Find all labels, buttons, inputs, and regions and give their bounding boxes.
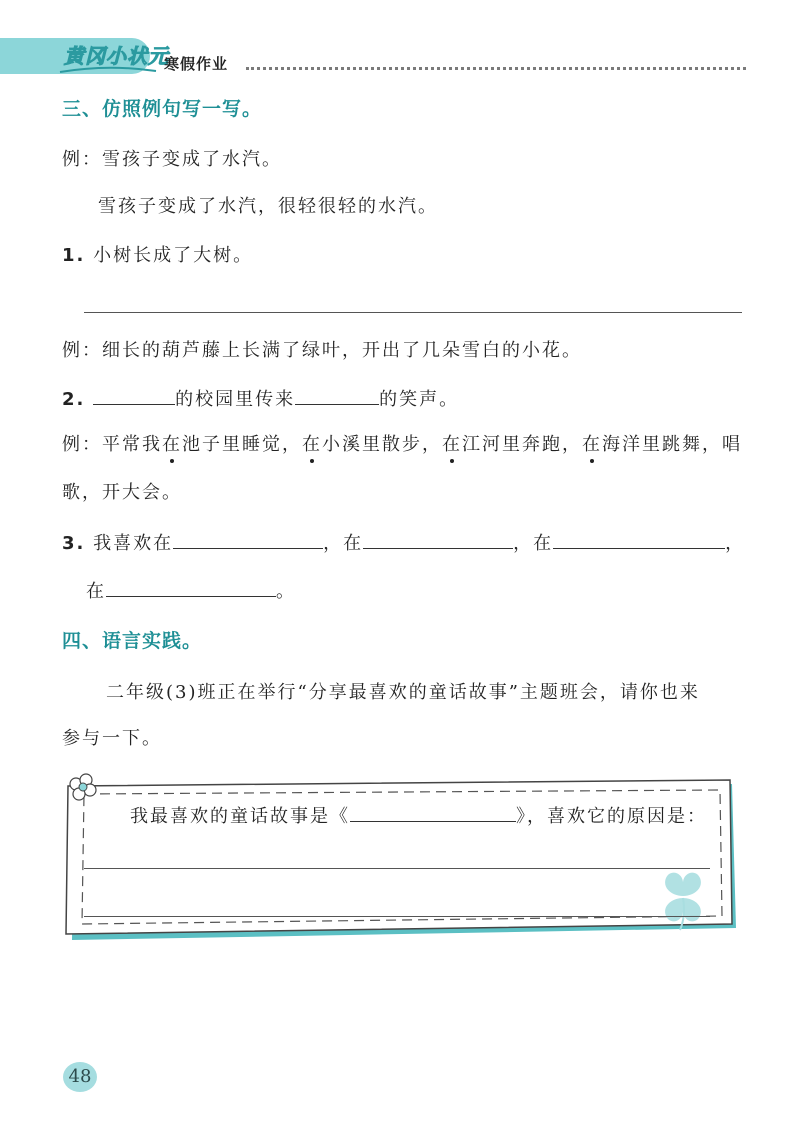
question-1: [62, 245, 253, 267]
practice-intro-line-2: 参与一下。: [62, 728, 162, 749]
prompt-text: 》，喜欢它的原因是：: [516, 806, 707, 827]
example-text: 池子里睡觉，: [182, 434, 302, 455]
emphasis-char: 在: [442, 434, 462, 455]
example-label: 例：: [62, 149, 102, 170]
question-3-line-2: [86, 578, 296, 603]
blank-field[interactable]: [553, 530, 725, 549]
example-1-line-2: 雪孩子变成了水汽，很轻很轻的水汽。: [98, 196, 438, 217]
story-title-field[interactable]: [350, 803, 516, 822]
question-text: 小树长成了大树。: [93, 245, 254, 266]
blank-field[interactable]: [363, 530, 513, 549]
practice-intro-line-1: 二年级(3)班正在举行“分享最喜欢的童话故事”主题班会，请你也来: [106, 682, 700, 703]
logo-swoosh-icon: [58, 66, 158, 74]
example-text: 海洋里跳舞，唱: [602, 434, 742, 455]
question-text: 。: [276, 581, 296, 602]
emphasis-char: 在: [302, 434, 322, 455]
example-2: [62, 340, 582, 362]
question-text: ，: [725, 533, 746, 554]
blank-field[interactable]: [93, 386, 175, 405]
header-divider: [246, 67, 746, 70]
question-3-line-1: [62, 530, 745, 555]
answer-line-1[interactable]: [84, 312, 742, 313]
emphasis-char: 在: [582, 434, 602, 455]
question-text: ，在: [513, 533, 554, 554]
reason-line-1[interactable]: [84, 868, 710, 869]
brand-logo: 黄冈小状元: [64, 44, 169, 68]
example-text: 江河里奔跑，: [462, 434, 582, 455]
question-number: 3.: [62, 533, 86, 554]
blank-field[interactable]: [106, 578, 276, 597]
blank-field[interactable]: [295, 386, 379, 405]
favorite-story-prompt: [130, 803, 707, 828]
question-text: ，在: [323, 533, 364, 554]
example-text: 小溪里散步，: [322, 434, 442, 455]
question-text: 的校园里传来: [175, 389, 296, 410]
question-text: 在: [86, 581, 106, 602]
question-text: 的笑声。: [379, 389, 460, 410]
header-title: 寒假作业: [164, 55, 229, 73]
example-text: 细长的葫芦藤上长满了绿叶，开出了几朵雪白的小花。: [102, 340, 582, 361]
question-number: 2.: [62, 389, 86, 410]
example-text: 雪孩子变成了水汽。: [102, 149, 282, 170]
emphasis-char: 在: [162, 434, 182, 455]
example-3-line-1: [62, 434, 742, 456]
example-text: 平常我: [102, 434, 162, 455]
section-3-title: 三、仿照例句写一写。: [62, 98, 263, 120]
example-1-line-1: [62, 149, 282, 171]
example-label: 例：: [62, 434, 102, 455]
flower-icon: [64, 770, 104, 804]
example-label: 例：: [62, 340, 102, 361]
prompt-text: 我最喜欢的童话故事是《: [130, 806, 350, 827]
clover-icon: [652, 866, 714, 932]
question-text: 我喜欢在: [93, 533, 174, 554]
section-4-title: 四、语言实践。: [62, 630, 203, 652]
question-2: [62, 386, 459, 411]
reason-line-2[interactable]: [84, 916, 710, 917]
example-3-line-2: 歌，开大会。: [62, 482, 182, 503]
question-number: 1.: [62, 245, 86, 266]
page-number: 48: [63, 1062, 97, 1092]
blank-field[interactable]: [173, 530, 323, 549]
